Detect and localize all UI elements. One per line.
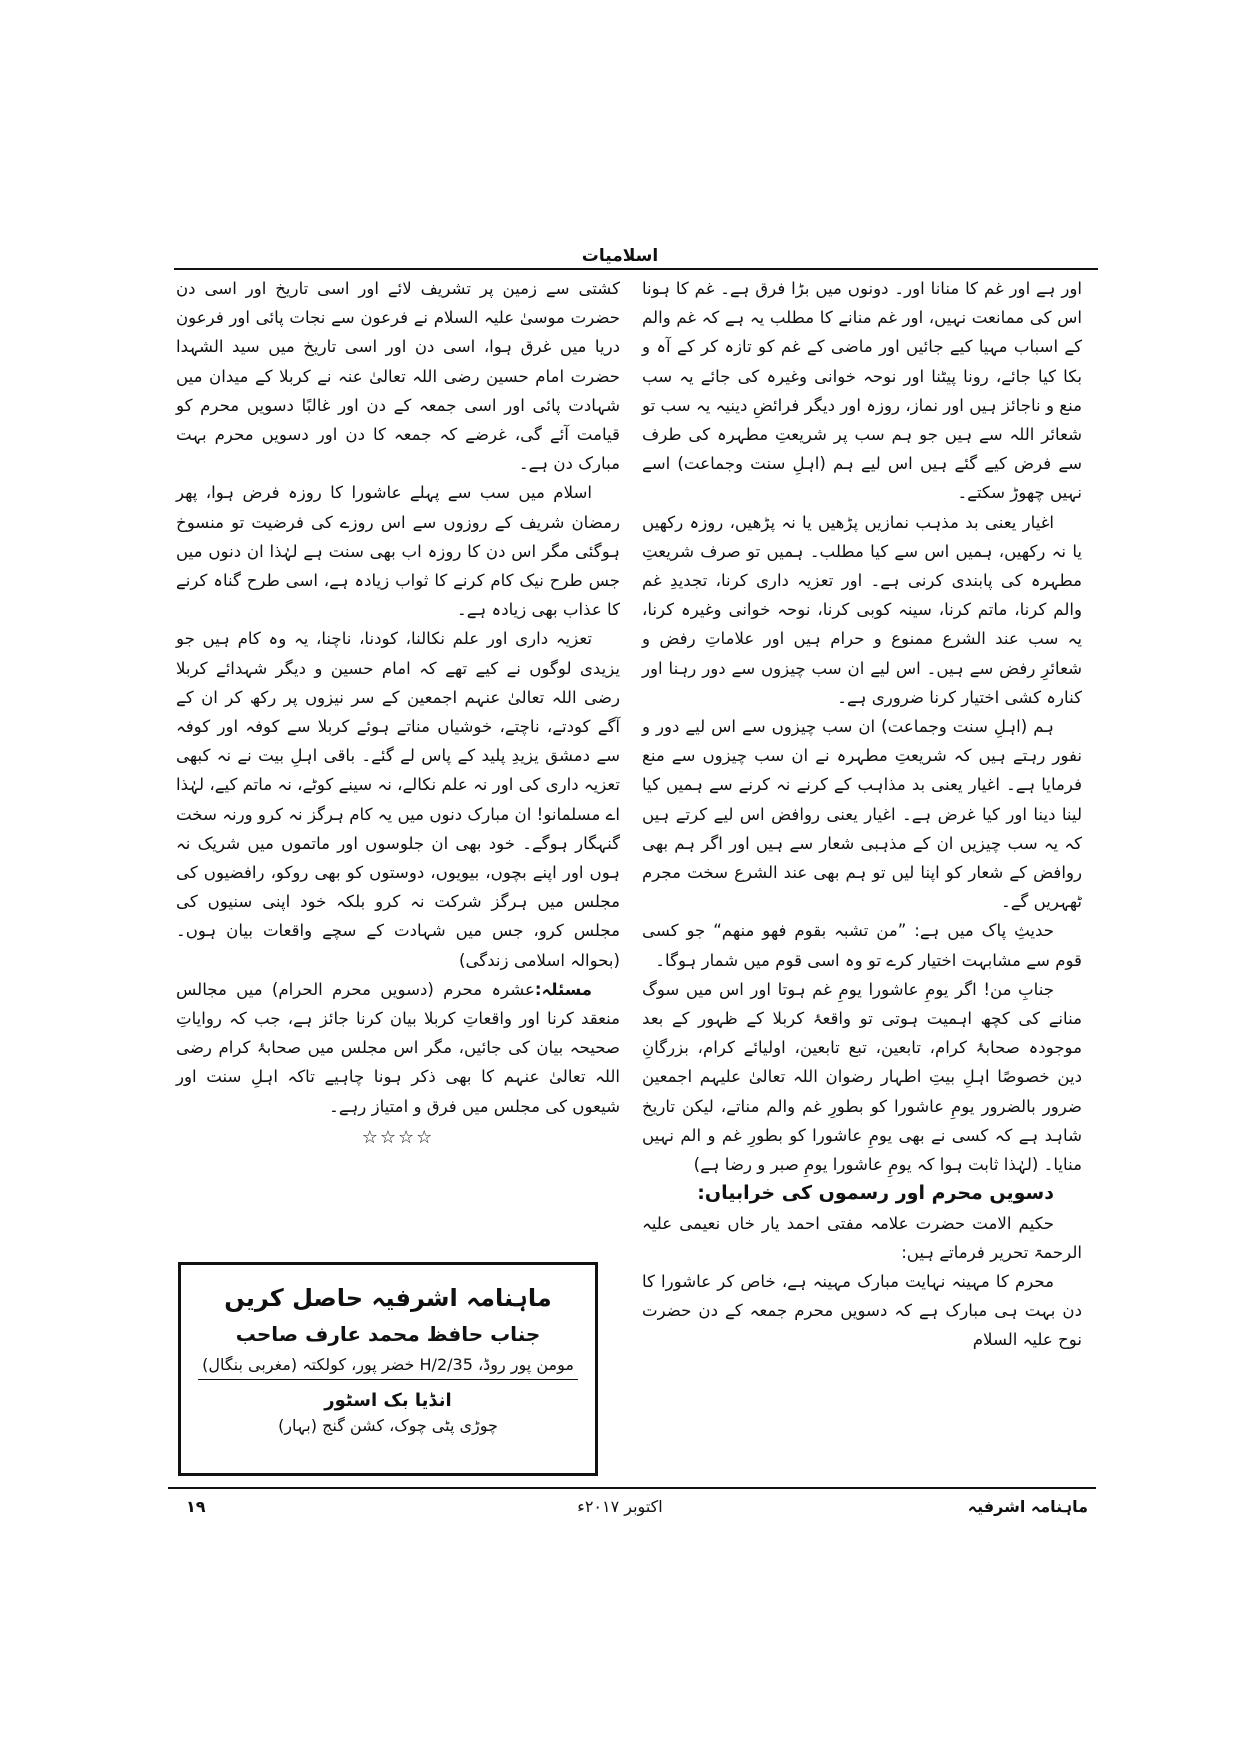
left-column: [176, 274, 620, 1152]
ruling-paragraph: [176, 975, 620, 1121]
paragraph: تعزیہ داری اور علم نکالنا، کودنا، ناچنا، یہ وہ کام ہیں جو یزیدی لوگوں نے کیے تھے کہ امام حسین و دیگر شہدائے کربلا رضی اللہ تعالیٰ عنہم اجمعین کے سر نیزوں پر رکھ کر ان کے آگے کودتے، ناچتے، خوشیاں مناتے ہوئے کربلا سے کوفہ اور کوفہ سے دمشق یزیدِ پلید کے پاس لے گئے۔ باقی اہلِ بیت نے نہ کبھی تعزیہ داری کی اور نہ علم نکالے، نہ سینے کوٹے، نہ ماتم کیے، لہٰذا اے مسلمانو! ان مبارک دنوں میں یہ کام ہرگز نہ کرو ورنہ سخت گنہگار ہوگے۔ خود بھی ان جلوسوں اور ماتموں میں شریک نہ ہوں اور اپنے بچوں، بیویوں، دوستوں کو بھی روکو، رافضیوں کی مجلس میں ہرگز شرکت نہ کرو بلکہ خود اپنی سنیوں کی مجلس کرو، جس میں شہادت کے سچے واقعات بیان ہوں۔ (بحوالہ اسلامی زندگی): [176, 629, 620, 970]
paragraph: محرم کا مہینہ نہایت مبارک مہینہ ہے، خاص کر عاشورا کا دن بہت ہی مبارک ہے کہ دسویں محرم جمعہ کے دن حضرت نوح علیہ السلام: [642, 1271, 1082, 1350]
ad-store-address: چوڑی پٹی چوک، کشن گنج (بہار): [278, 1416, 498, 1435]
footer-magazine-name: ماہنامہ اشرفیہ: [967, 1497, 1088, 1516]
paragraph: اور ہے اور غم کا منانا اور۔ دونوں میں بڑا فرق ہے۔ غم کا ہونا اس کی ممانعت نہیں، اور غم منانے کا مطلب یہ ہے کہ غم والم کے اسباب مہیا کیے جائیں اور ماضی کے غم کو تازہ کر کے آہ و بکا کیا جائے، رونا پیٹنا اور نوحہ خوانی وغیرہ کی جائے یہ سب منع و ناجائز ہیں اور نماز، روزہ اور دیگر فرائضِ دینیہ یہ سب تو شعائر اللہ سے ہیں جو ہم سب پر شریعتِ مطہرہ کی طرف سے فرض کیے گئے ہیں اس لیے ہم (اہلِ سنت وجماعت) اسے نہیں چھوڑ سکتے۔: [642, 279, 1082, 503]
ad-title: ماہنامہ اشرفیہ حاصل کریں: [224, 1284, 552, 1312]
subscription-ad: [178, 1262, 598, 1476]
paragraph: کشتی سے زمین پر تشریف لائے اور اسی تاریخ اور اسی دن حضرت موسیٰ علیہ السلام نے فرعون سے نجات پائی اور فرعون دریا میں غرق ہوا، اسی دن اور اسی تاریخ میں سید الشہدا حضرت امام حسین رضی اللہ تعالیٰ عنہ نے کربلا کے میدان میں شہادت پائی اور اسی جمعہ کے دن اور غالبًا دسویں محرم کو قیامت آئے گی، غرضے کہ جمعہ کا دن اور دسویں محرم بہت مبارک دن ہے۔: [176, 279, 620, 474]
ad-address: مومن پور روڈ، 35/H/2 خضر پور، کولکتہ (مغربی بنگال): [198, 1353, 578, 1380]
page-number: ۱۹: [186, 1497, 206, 1516]
star-separator: ☆☆☆☆: [361, 1126, 435, 1148]
header-rule: [174, 268, 1098, 270]
ad-store-name: انڈیا بک اسٹور: [324, 1390, 452, 1411]
hadith-paragraph: حدیثِ پاک میں ہے: ”من تشبہ بقوم فھو منھم“ جو کسی قوم سے مشابہت اختیار کرے تو وہ اسی قوم میں شمار ہوگا۔: [642, 921, 1082, 970]
footer-issue-date: اکتوبر ۲۰۱۷ء: [577, 1497, 663, 1516]
ad-contact-name: جناب حافظ محمد عارف صاحب: [235, 1322, 541, 1346]
paragraph: حکیم الامت حضرت علامہ مفتی احمد یار خاں نعیمی علیہ الرحمۃ تحریر فرماتے ہیں:: [642, 1213, 1082, 1262]
paragraph: اسلام میں سب سے پہلے عاشورا کا روزہ فرض ہوا، پھر رمضان شریف کے روزوں سے اس روزے کی فرضیت تو منسوخ ہوگئی مگر اس دن کا روزہ اب بھی سنت ہے لہٰذا ان دنوں میں جس طرح نیک کام کرنے کا ثواب زیادہ ہے، اسی طرح گناہ کرنے کا عذاب بھی زیادہ ہے۔: [176, 483, 620, 620]
ruling-label: مسئلہ:: [534, 979, 592, 999]
ruling-text: عشرہ محرم (دسویں محرم الحرام) میں مجالس منعقد کرنا اور واقعاتِ کربلا بیان کرنا جائز ہے، جب کہ روایاتِ صحیحہ بیان کی جائیں، مگر اس مجلس میں صحابۂ کرام رضی اللہ تعالیٰ عنہم کا بھی ذکر ہونا چاہیے تاکہ اہلِ سنت اور شیعوں کی مجلس میں فرق و امتیاز رہے۔: [176, 979, 620, 1116]
footer-rule: [168, 1487, 1096, 1489]
paragraph: اغیار یعنی بد مذہب نمازیں پڑھیں یا نہ پڑھیں، روزہ رکھیں یا نہ رکھیں، ہمیں اس سے کیا مطلب۔ ہمیں تو صرف شریعتِ مطہرہ کی پابندی کرنی ہے۔ اور تعزیہ داری کرنا، تجدیدِ غم والم کرنا، ماتم کرنا، سینہ کوبی کرنا، نوحہ خوانی وغیرہ کرنا، یہ سب عند الشرع ممنوع و حرام ہیں اور علاماتِ رفض و شعائرِ رفض سے ہیں۔ اس لیے ان سب چیزوں سے دور رہنا اور کنارہ کشی اختیار کرنا ضروری ہے۔: [642, 512, 1082, 707]
right-column: [642, 274, 1082, 1355]
paragraph: ہم (اہلِ سنت وجماعت) ان سب چیزوں سے اس لیے دور و نفور رہتے ہیں کہ شریعتِ مطہرہ نے ان سب چیزوں سے منع فرمایا ہے۔ اغیار یعنی بد مذاہب کے کرنے نہ کرنے سے ہمیں کیا لینا دینا اور کیا غرض ہے۔ اغیار یعنی روافض اس لیے کرتے ہیں کہ یہ سب چیزیں ان کے مذہبی شعار سے ہیں اور اگر ہم بھی روافض کے شعار کو اپنا لیں تو ہم بھی عند الشرع سخت مجرم ٹھہریں گے۔: [642, 717, 1082, 912]
subheading: دسویں محرم اور رسموں کی خرابیاں:: [697, 1182, 1054, 1205]
paragraph: جنابِ من! اگر یومِ عاشورا یومِ غم ہوتا اور اس میں سوگ منانے کی کچھ اہمیت ہوتی تو واقعۂ کربلا کے ظہور کے بعد موجودہ صحابۂ کرام، تابعین، تبع تابعین، اولیائے کرام، بزرگانِ دین خصوصًا اہلِ بیتِ اطہار رضوان اللہ تعالیٰ علیہم اجمعین ضرور بالضرور یومِ عاشورا کو بطورِ غم والم مناتے، لیکن تاریخ شاہد ہے کہ کسی نے بھی یومِ عاشورا کو بطورِ غم و الم نہیں منایا۔ (لہٰذا ثابت ہوا کہ یومِ عاشورا یومِ صبر و رضا ہے): [642, 979, 1082, 1175]
section-title: اسلامیات: [581, 246, 659, 266]
